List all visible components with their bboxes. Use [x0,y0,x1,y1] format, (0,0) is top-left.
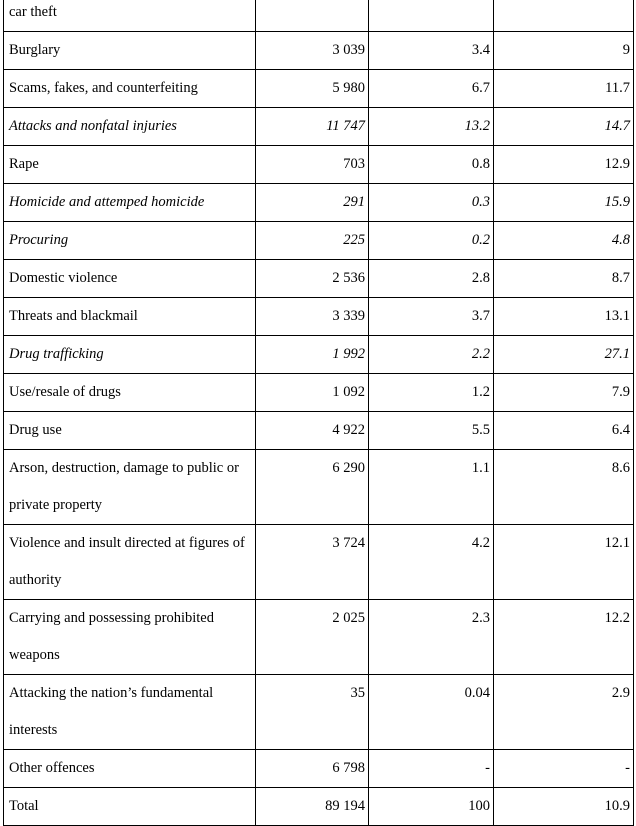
offence-count: 3 724 [256,525,369,600]
offences-table [3,0,634,826]
offence-count: 1 092 [256,374,369,412]
offence-label: car theft [4,0,256,32]
table-row [4,525,634,600]
offence-label: Attacks and nonfatal injuries [4,108,256,146]
offence-label: Procuring [4,222,256,260]
table-row [4,298,634,336]
offence-percent: 13.2 [369,108,494,146]
offence-count: 89 194 [256,788,369,826]
offences-table-body [4,0,634,826]
offence-count: 703 [256,146,369,184]
offence-rate: 2.9 [494,675,634,750]
offence-percent: 0.3 [369,184,494,222]
offence-rate: 11.7 [494,70,634,108]
offence-count: 2 025 [256,600,369,675]
offence-count: 6 798 [256,750,369,788]
offence-percent: 0.2 [369,222,494,260]
offence-label: Use/resale of drugs [4,374,256,412]
table-row [4,412,634,450]
offence-count: 291 [256,184,369,222]
offence-percent: 2.8 [369,260,494,298]
offence-label: Arson, destruction, damage to public or private property [4,450,256,525]
offence-count: 3 039 [256,32,369,70]
offence-rate: 9 [494,32,634,70]
offence-percent: 4.2 [369,525,494,600]
offence-count [256,0,369,32]
offence-label: Homicide and attemped homicide [4,184,256,222]
offence-rate: 15.9 [494,184,634,222]
table-row [4,450,634,525]
offence-count: 35 [256,675,369,750]
offence-rate [494,0,634,32]
offence-label: Drug use [4,412,256,450]
offence-rate: 10.9 [494,788,634,826]
offence-count: 3 339 [256,298,369,336]
table-row [4,108,634,146]
offence-label: Threats and blackmail [4,298,256,336]
offence-count: 6 290 [256,450,369,525]
offence-label: Rape [4,146,256,184]
table-row [4,70,634,108]
offence-percent: 0.04 [369,675,494,750]
offence-rate: 7.9 [494,374,634,412]
table-row [4,0,634,32]
table-row [4,675,634,750]
offence-rate: 6.4 [494,412,634,450]
offence-rate: 13.1 [494,298,634,336]
offence-percent: 3.7 [369,298,494,336]
table-row [4,222,634,260]
offence-count: 2 536 [256,260,369,298]
offence-percent: - [369,750,494,788]
offence-percent: 6.7 [369,70,494,108]
offence-percent: 2.2 [369,336,494,374]
table-row [4,374,634,412]
offence-percent: 1.2 [369,374,494,412]
offence-percent: 5.5 [369,412,494,450]
table-row [4,184,634,222]
table-row [4,260,634,298]
offence-count: 4 922 [256,412,369,450]
offence-percent: 0.8 [369,146,494,184]
offence-label: Drug trafficking [4,336,256,374]
offence-label: Burglary [4,32,256,70]
offence-label: Total [4,788,256,826]
table-row [4,32,634,70]
table-row [4,750,634,788]
offence-count: 225 [256,222,369,260]
offence-percent: 100 [369,788,494,826]
table-row [4,146,634,184]
offence-percent: 2.3 [369,600,494,675]
offence-rate: 8.6 [494,450,634,525]
offence-rate: 14.7 [494,108,634,146]
offence-label: Carrying and possessing prohibited weapons [4,600,256,675]
offence-count: 11 747 [256,108,369,146]
table-row [4,788,634,826]
offence-percent: 3.4 [369,32,494,70]
table-row [4,336,634,374]
offence-rate: 8.7 [494,260,634,298]
offence-rate: - [494,750,634,788]
offence-percent: 1.1 [369,450,494,525]
offence-label: Other offences [4,750,256,788]
offence-rate: 12.9 [494,146,634,184]
offence-count: 1 992 [256,336,369,374]
offence-rate: 27.1 [494,336,634,374]
offence-label: Scams, fakes, and counterfeiting [4,70,256,108]
offence-label: Domestic violence [4,260,256,298]
offence-percent [369,0,494,32]
offence-label: Attacking the nation’s fundamental interests [4,675,256,750]
offence-rate: 4.8 [494,222,634,260]
offence-rate: 12.1 [494,525,634,600]
offence-count: 5 980 [256,70,369,108]
offence-rate: 12.2 [494,600,634,675]
offence-label: Violence and insult directed at figures of authority [4,525,256,600]
table-row [4,600,634,675]
